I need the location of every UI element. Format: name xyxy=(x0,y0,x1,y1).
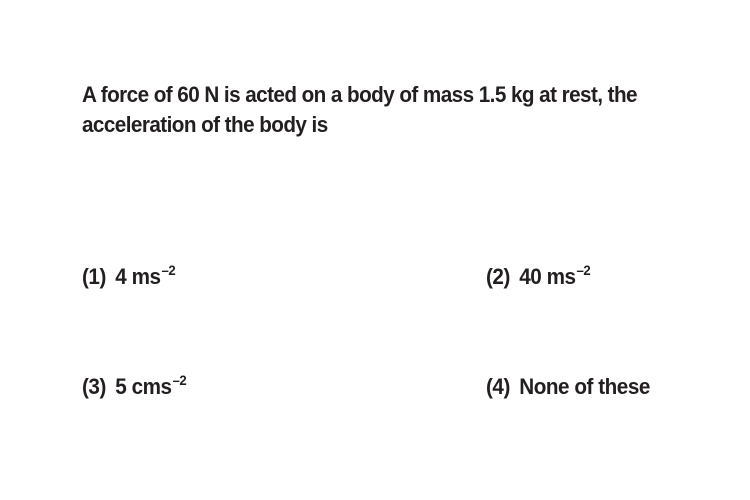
option-3-exponent: –2 xyxy=(172,372,187,388)
option-1 xyxy=(82,264,175,290)
question-text xyxy=(82,80,646,140)
option-2-value: 40 ms xyxy=(519,264,576,289)
option-2 xyxy=(486,264,590,290)
question-line-2: acceleration of the body is xyxy=(82,112,328,137)
option-4-value: None of these xyxy=(519,374,650,399)
option-3 xyxy=(82,374,186,400)
option-1-value: 4 ms xyxy=(115,264,161,289)
option-1-number: (1) xyxy=(82,264,106,289)
option-1-exponent: –2 xyxy=(161,262,176,278)
option-2-exponent: –2 xyxy=(576,262,591,278)
option-4-number: (4) xyxy=(486,374,510,399)
option-2-number: (2) xyxy=(486,264,510,289)
option-4 xyxy=(486,374,650,400)
option-3-value: 5 cms xyxy=(115,374,172,399)
question-line-1: A force of 60 N is acted on a body of mass 1.5 kg at rest, the xyxy=(82,82,637,107)
option-3-number: (3) xyxy=(82,374,106,399)
